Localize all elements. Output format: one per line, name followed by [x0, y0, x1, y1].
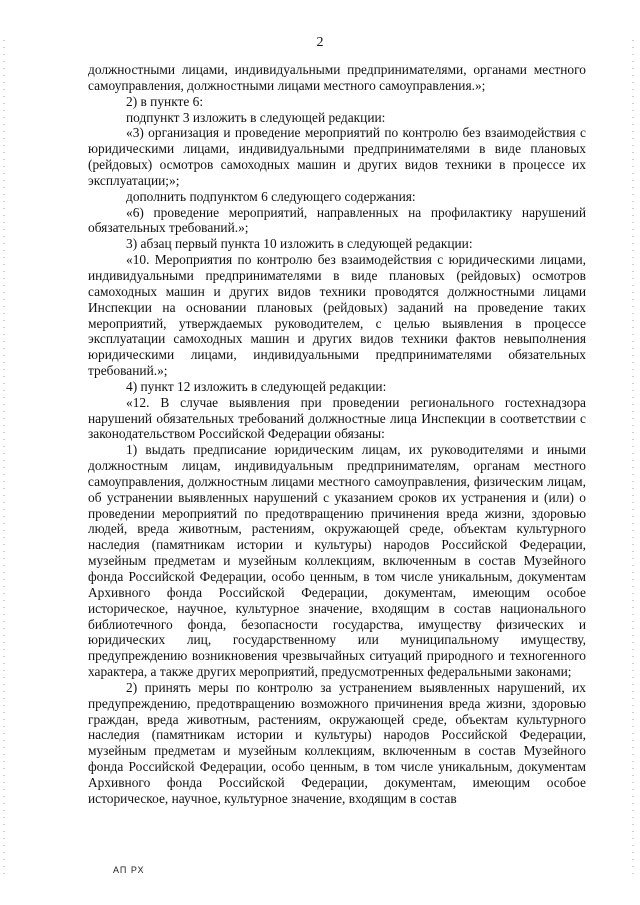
paragraph-point-12-text: «12. В случае выявления при проведении регионального гостехнадзора нарушений обязательных требований должностные лица Инспекции в соответствии с законодательством Российской Федерации обязаны:	[88, 394, 586, 442]
scan-edge-left	[3, 40, 5, 880]
paragraph-item-3: 3) абзац первый пункта 10 изложить в следующей редакции:	[126, 236, 473, 252]
paragraph-subitem-3-intro: подпункт 3 изложить в следующей редакции:	[126, 109, 386, 125]
paragraph-subitem-6-text: «6) проведение мероприятий, направленных на профилактику нарушений обязательных требований.»;	[88, 204, 586, 236]
paragraph-subitem-6-intro: дополнить подпунктом 6 следующего содержания:	[126, 188, 416, 204]
paragraph-subitem-3-text: «3) организация и проведение мероприятий по контролю без взаимодействия с юридическими лицами, индивидуальными предпринимателями в виде плановых (рейдовых) осмотров самоходных машин и других видов техники в процессе их эксплуатации;»;	[88, 125, 586, 188]
document-body	[88, 62, 586, 807]
footer-mark: АП РХ	[113, 865, 145, 875]
scan-edge-right	[632, 40, 634, 880]
page-number: 2	[316, 35, 324, 50]
paragraph-point-12-sub-1: 1) выдать предписание юридическим лицам, их руководителями и иными должностным лицам, индивидуальным предпринимателям, органам местного самоуправления, должностным лицами местного самоуправления, физическим лицам, об устранении выявленных нарушений с указанием сроков их устранения и (или) о проведении мероприятий по предотвращению причинения вреда жизни, здоровью людей, вреда животным, растениям, окружающей среде, объектам культурного наследия (памятникам истории и культуры) народов Российской Федерации, музейным предметам и музейным коллекциям, включенным в состав Музейного фонда Российской Федерации, особо ценным, в том числе уникальным, документам Архивного фонда Российской Федерации, документам, имеющим особое историческое, научное, культурное значение, входящим в состав национального библиотечного фонда, безопасности государства, имуществу физических и юридических лиц, государственному или муниципальному имуществу, предупреждению возникновения чрезвычайных ситуаций природного и техногенного характера, а также других мероприятий, предусмотренных федеральными законами;	[88, 442, 586, 680]
paragraph-point-10-text: «10. Мероприятия по контролю без взаимодействия с юридическими лицами, индивидуальными предпринимателями в виде плановых (рейдовых) осмотров самоходных машин и других видов техники проводятся должностными лицами Инспекции на основании плановых (рейдовых) заданий на проведение таких мероприятий, утверждаемых руководителем, с целью выявления в процессе эксплуатации самоходных машин и других видов техники фактов невыполнения юридическими лицами, индивидуальными предпринимателями обязательных требований.»;	[88, 252, 586, 379]
paragraph-point-12-sub-2: 2) принять меры по контролю за устранением выявленных нарушений, их предупреждению, предотвращению возможного причинения вреда жизни, здоровью граждан, вреда животным, растениям, окружающей среде, объектам культурного наследия (памятникам истории и культуры) народов Российской Федерации, музейным предметам и музейным коллекциям, включенным в состав Музейного фонда Российской Федерации, особо ценным, в том числе уникальным, документам Архивного фонда Российской Федерации, документам, имеющим особое историческое, научное, культурное значение, входящим в состав	[88, 679, 586, 806]
paragraph-continuation: должностными лицами, индивидуальными предпринимателями, органами местного самоуправления, должностными лицами местного самоуправления.»;	[88, 62, 586, 93]
paragraph-item-2: 2) в пункте 6:	[126, 93, 204, 109]
paragraph-item-4: 4) пункт 12 изложить в следующей редакции:	[126, 378, 387, 394]
